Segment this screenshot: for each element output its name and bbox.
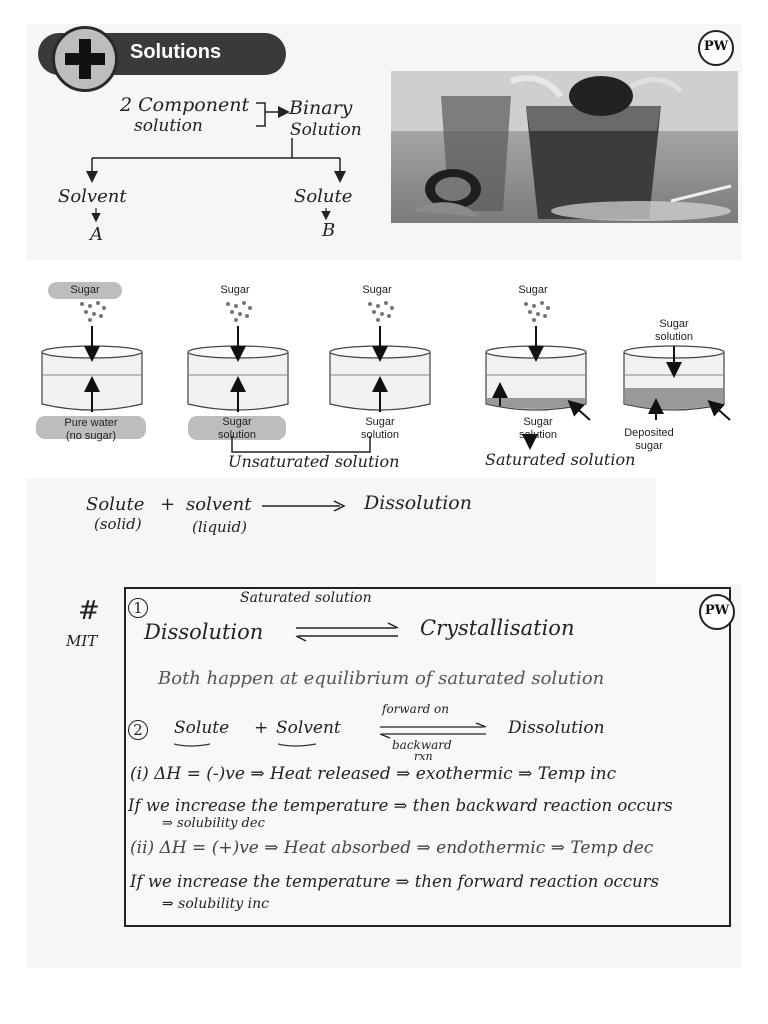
box-solvent: Solvent xyxy=(276,718,341,738)
eq-arrow-icon xyxy=(260,498,350,514)
sugar-label-1: Sugar xyxy=(48,282,122,299)
mit-hash: # xyxy=(78,596,100,626)
both-happen: Both happen at equilibrium of saturated solution xyxy=(158,668,605,689)
equilibrium-arrows-icon xyxy=(292,622,404,642)
sat-title: Saturated solution xyxy=(240,590,372,606)
sugar-solution-4-line1: Sugar xyxy=(523,416,553,428)
increase-temp-1: If we increase the temperature ⇒ then backward reaction occurs xyxy=(128,796,673,815)
rxn-label: rxn xyxy=(414,750,433,763)
tea-glass-photo xyxy=(391,71,738,223)
beakers-svg xyxy=(0,280,768,480)
sugar-label-2: Sugar xyxy=(220,284,250,296)
note-two-component: 2 Component xyxy=(120,94,250,116)
box-plus: + xyxy=(254,718,269,738)
sugar-solution-5-top-line1: Sugar xyxy=(659,318,689,330)
sugar-solution-3-line2: solution xyxy=(361,429,399,441)
underline-marks xyxy=(170,740,370,750)
eq-solvent: solvent xyxy=(186,494,252,515)
deposited-line1: Deposited xyxy=(624,427,674,439)
pure-water-line2: (no sugar) xyxy=(65,430,117,442)
forward-label: forward on xyxy=(382,702,450,716)
sugar-solution-3-line1: Sugar xyxy=(365,416,395,428)
backward-label: backward xyxy=(392,738,452,752)
unsaturated-label: Unsaturated solution xyxy=(228,452,400,471)
pw-logo: PW xyxy=(698,30,734,66)
note-solvent: Solvent xyxy=(58,186,127,207)
eq-plus: + xyxy=(160,494,176,515)
point-2: 2 xyxy=(128,720,148,740)
sugar-solution-2-line2: solution xyxy=(218,429,256,441)
sugar-solution-5-top-line2: solution xyxy=(655,331,693,343)
sugar-label-4: Sugar xyxy=(518,284,548,296)
exothermic-line: (i) ΔH = (-)ve ⇒ Heat released ⇒ exothermic ⇒ Temp inc xyxy=(130,764,617,784)
eq-dissolution: Dissolution xyxy=(364,492,472,514)
point-1: 1 xyxy=(128,598,148,618)
sugar-solution-4-line2: solution xyxy=(519,429,557,441)
box-dissolution-2: Dissolution xyxy=(508,718,605,738)
deposited-line2: sugar xyxy=(635,440,663,452)
sugar-label-3: Sugar xyxy=(362,284,392,296)
box-dissolution: Dissolution xyxy=(144,620,264,644)
mit-label: MIT xyxy=(66,632,98,650)
eq-liquid: (liquid) xyxy=(192,518,247,536)
box-solute: Solute xyxy=(174,718,230,738)
pw-logo-box: PW xyxy=(699,594,735,630)
solubility-dec: ⇒ solubility dec xyxy=(162,816,265,831)
solubility-inc: ⇒ solubility inc xyxy=(162,896,270,912)
box-crystallisation: Crystallisation xyxy=(420,616,575,640)
note-binary: Binary xyxy=(289,97,353,119)
note-solute: Solute xyxy=(294,186,353,207)
sugar-solution-2-line1: Sugar xyxy=(222,416,252,428)
eq-solute: Solute xyxy=(86,494,145,515)
note-solvent-letter: A xyxy=(90,224,103,245)
pure-water-line1: Pure water xyxy=(64,417,118,429)
saturated-label: Saturated solution xyxy=(485,450,636,469)
page-title: Solutions xyxy=(130,41,222,63)
note-binary-solution: Solution xyxy=(290,120,362,140)
note-solute-letter: B xyxy=(322,220,336,241)
eq-solid: (solid) xyxy=(94,515,142,533)
endothermic-line: (ii) ΔH = (+)ve ⇒ Heat absorbed ⇒ endothermic ⇒ Temp dec xyxy=(130,838,654,858)
note-solution: solution xyxy=(134,116,203,136)
increase-temp-2: If we increase the temperature ⇒ then forward reaction occurs xyxy=(130,872,660,891)
